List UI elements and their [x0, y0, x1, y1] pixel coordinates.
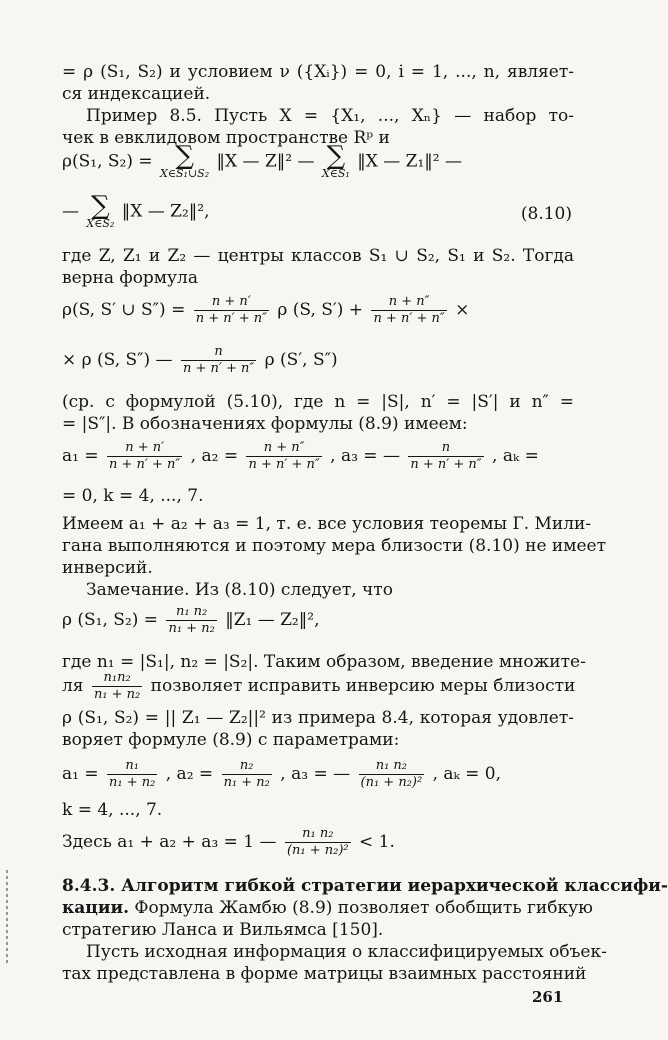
coefficients-line [62, 440, 539, 473]
eq-term: ‖X — Z‖² — [216, 151, 315, 172]
sum-inequality [62, 826, 395, 859]
margin-mark [6, 870, 8, 965]
eq-term: ля [62, 676, 84, 696]
parameters-line [62, 758, 501, 791]
eq-term: a₁ = [62, 446, 99, 466]
equation-8-10-line2 [62, 191, 210, 230]
fraction: $\frac{\text{n₁}}{\text{n₁ + n₂}}$ [109, 758, 156, 790]
formula-line2 [62, 344, 338, 377]
section-heading-end: кации. [62, 898, 129, 918]
text-line: ся индексацией. [62, 84, 211, 104]
text-line [62, 898, 593, 919]
text-line: = 0, k = 4, ..., 7. [62, 486, 204, 506]
fraction: $\frac{\text{n₂}}{\text{n₁ + n₂}}$ [223, 758, 270, 790]
text-line: где n₁ = |S₁|, n₂ = |S₂|. Таким образом, введение множите- [62, 652, 586, 672]
text-line: k = 4, ..., 7. [62, 800, 163, 820]
text-line: тах представлена в форме матрицы взаимных расстояний [62, 964, 587, 984]
text-span: Формула Жамбю (8.9) позволяет обобщить гибкую [134, 898, 593, 918]
equation-8-10-line1 [62, 141, 462, 180]
fraction: $\frac{n}{n + n' + n''}$ [182, 344, 255, 376]
text-line-example: Пример 8.5. Пусть X = {X₁, ..., Xₙ} — набор то- [86, 106, 574, 126]
eq-term: , a₃ = — [280, 764, 351, 784]
text-line: воряет формуле (8.9) с параметрами: [62, 730, 400, 750]
rho-formula [62, 604, 319, 637]
text-line: инверсий. [62, 558, 153, 578]
text-line-remark: Замечание. Из (8.10) следует, что [86, 580, 393, 600]
fraction: $\frac{\text{n₁ n₂}}{\text{(n₁ + n₂)²}}$ [286, 826, 349, 858]
equation-number: (8.10) [520, 204, 572, 224]
text-line: чек в евклидовом пространстве Rᵖ и [62, 128, 390, 148]
text-line: = |S″|. В обозначениях формулы (8.9) имеем: [62, 414, 468, 434]
eq-term: , a₂ = [165, 764, 214, 784]
eq-lhs: ρ(S₁, S₂) = [62, 151, 153, 172]
fraction: $\frac{n + n'}{n + n' + n''}$ [195, 294, 267, 326]
fraction: $\frac{\text{n₁ n₂}}{\text{(n₁ + n₂)²}}$ [360, 758, 423, 790]
eq-term: , aₖ = [492, 446, 539, 466]
text-line: гана выполняются и поэтому мера близости (8.10) не имеет [62, 536, 607, 556]
text-line: Пусть исходная информация о классифицируемых объек- [86, 942, 607, 962]
eq-lhs: ρ (S₁, S₂) = [62, 610, 159, 630]
eq-dash: — [62, 201, 79, 222]
eq-term: Здесь a₁ + a₂ + a₃ = 1 — [62, 832, 277, 852]
text-line: стратегию Ланса и Вильямса [150]. [62, 920, 384, 940]
eq-term: a₁ = [62, 764, 99, 784]
sum-symbol: ∑ X∈S₂ [86, 191, 115, 230]
text-line: = ρ (S₁, S₂) и условием ν ({Xᵢ}) = 0, i = 1, ..., n, являет- [62, 62, 574, 82]
fraction: $\frac{n + n''}{n + n' + n''}$ [373, 294, 445, 326]
fraction: $\frac{n + n'}{n + n' + n''}$ [109, 440, 181, 472]
sum-symbol: ∑ X∈S₁ [321, 141, 350, 180]
eq-term: , aₖ = 0, [432, 764, 502, 784]
eq-term: , a₂ = [190, 446, 239, 466]
sum-symbol: ∑ X∈S₁∪S₂ [160, 141, 210, 180]
eq-lhs: ρ(S, S′ ∪ S″) = [62, 300, 186, 320]
eq-term: ‖X — Z₂‖², [121, 201, 210, 222]
eq-term: ρ (S′, S″) [264, 350, 338, 370]
fraction: $\frac{\text{n₁ n₂}}{\text{n₁ + n₂}}$ [168, 604, 215, 636]
text-line: Имеем a₁ + a₂ + a₃ = 1, т. е. все условия теоремы Г. Мили- [62, 514, 592, 534]
eq-term: , a₃ = — [330, 446, 400, 466]
text-line: ρ (S₁, S₂) = || Z₁ — Z₂||² из примера 8.4, которая удовлет- [62, 708, 574, 728]
text-line-with-fraction [62, 670, 574, 703]
formula-line1 [62, 294, 469, 327]
eq-term: × [455, 300, 470, 320]
fraction: $\frac{n + n''}{n + n' + n''}$ [248, 440, 320, 472]
text-line: где Z, Z₁ и Z₂ — центры классов S₁ ∪ S₂, S₁ и S₂. Тогда [62, 246, 574, 266]
text-line: верна формула [62, 268, 198, 288]
eq-term: позволяет исправить инверсию меры близости [150, 676, 576, 696]
text-line: (ср. с формулой (5.10), где n = |S|, n′ = |S′| и n″ = [62, 392, 574, 412]
fraction: $\frac{\text{n₁n₂}}{\text{n₁ + n₂}}$ [93, 670, 141, 702]
fraction: $\frac{n}{n + n' + n''}$ [410, 440, 482, 472]
page-number: 261 [532, 988, 564, 1006]
eq-term: × ρ (S, S″) — [62, 350, 173, 370]
eq-term: ‖Z₁ — Z₂‖², [225, 610, 320, 630]
eq-term: ρ (S, S′) + [277, 300, 364, 320]
eq-term: < 1. [359, 832, 395, 852]
eq-term: ‖X — Z₁‖² — [357, 151, 462, 172]
section-heading: 8.4.3. Алгоритм гибкой стратегии иерархической классифи- [62, 876, 668, 896]
